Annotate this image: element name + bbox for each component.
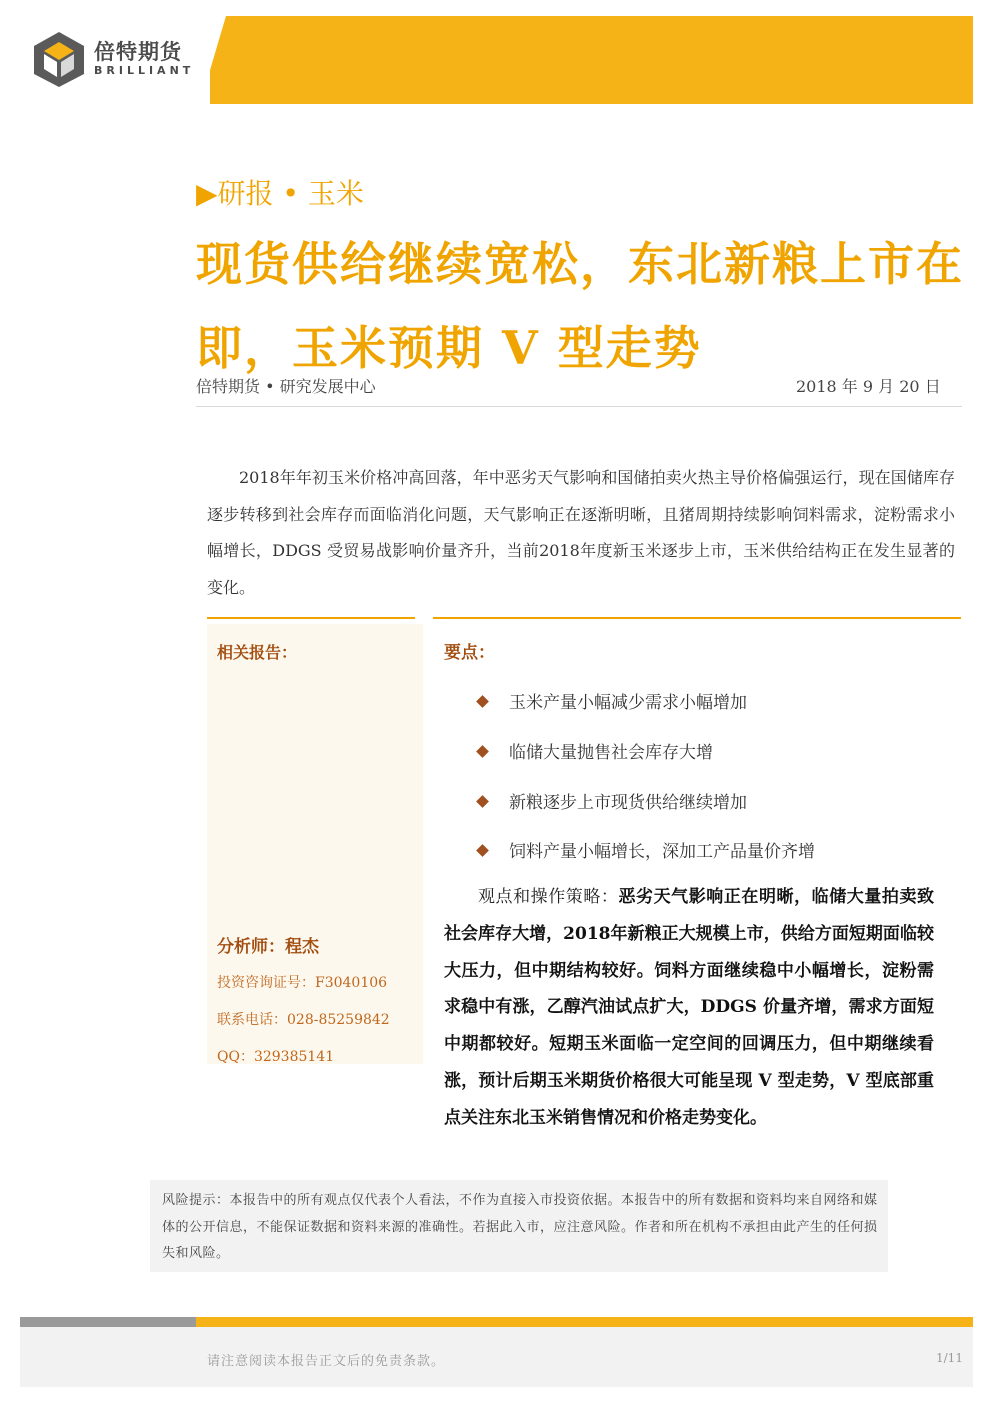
report-category: ▶研报 • 玉米 bbox=[196, 177, 364, 210]
diamond-bullet-icon bbox=[476, 795, 489, 808]
report-date: 2018 年 9 月 20 日 bbox=[796, 377, 941, 396]
title-divider bbox=[196, 406, 962, 407]
header-notch bbox=[200, 16, 226, 104]
key-point-text: 新粮逐步上市现货供给继续增加 bbox=[509, 793, 747, 813]
intro-paragraph: 2018年年初玉米价格冲高回落，年中恶劣天气影响和国储拍卖火热主导价格偏强运行，现在国储库存逐步转移到社会库存而面临消化问题，天气影响正在逐渐明晰，且猪周期持续影响饲料需求，淀粉需求小幅增长，DDGS 受贸易战影响价量齐升，当前2018年度新玉米逐步上市，玉米供给结构正在发生显著的变化。 bbox=[207, 468, 955, 597]
footer-yellow-bar bbox=[196, 1317, 973, 1327]
key-point-item bbox=[478, 788, 747, 813]
footer-gray-bar bbox=[20, 1317, 196, 1327]
sidebar-top-rule bbox=[207, 617, 415, 619]
key-point-text: 临储大量抛售社会库存大增 bbox=[509, 743, 713, 763]
diamond-bullet-icon bbox=[476, 695, 489, 708]
analyst-name: 分析师：程杰 bbox=[217, 937, 319, 957]
strategy-text: 恶劣天气影响正在明晰，临储大量拍卖致社会库存大增，2018年新粮正大规模上市，供给方面短期面临较大压力，但中期结构较好。饲料方面继续稳中小幅增长，淀粉需求稳中有涨，乙醇汽油试点扩大，DDGS 价量齐增，需求方面短中期都较好。短期玉米面临一定空间的回调压力，但中期继续看涨，预计后期玉米期货价格很大可能呈现 V 型走势，V 型底部重点关注东北玉米销售情况和价格走势变化。 bbox=[444, 887, 935, 1128]
logo-english-name: BRILLIANT bbox=[94, 64, 195, 77]
report-title-line-2: 即，玉米预期 V 型走势 bbox=[196, 321, 702, 375]
key-point-text: 饲料产量小幅增长，深加工产品量价齐增 bbox=[509, 842, 815, 862]
disclaimer-note: 请注意阅读本报告正文后的免责条款。 bbox=[207, 1354, 446, 1369]
sidebar-panel bbox=[207, 624, 423, 1064]
key-point-text: 玉米产量小幅减少需求小幅增加 bbox=[509, 693, 747, 713]
risk-notice-box bbox=[150, 1180, 888, 1272]
page-number: 1/11 bbox=[936, 1351, 963, 1365]
diamond-bullet-icon bbox=[476, 844, 489, 857]
analyst-license: 投资咨询证号：F3040106 bbox=[217, 975, 388, 991]
analyst-qq: QQ：329385141 bbox=[217, 1049, 335, 1065]
analyst-phone: 联系电话：028-85259842 bbox=[217, 1012, 390, 1028]
key-point-item bbox=[478, 738, 713, 763]
related-reports-heading: 相关报告： bbox=[217, 643, 298, 662]
footer-band bbox=[20, 1327, 973, 1387]
report-organization: 倍特期货 • 研究发展中心 bbox=[196, 377, 376, 396]
key-point-item bbox=[478, 837, 815, 862]
main-top-rule bbox=[433, 617, 961, 619]
key-points-heading: 要点： bbox=[444, 643, 495, 663]
report-title-line-1: 现货供给继续宽松，东北新粮上市在 bbox=[196, 237, 964, 291]
strategy-label: 观点和操作策略： bbox=[478, 887, 619, 907]
cube-logo-icon bbox=[32, 30, 86, 88]
report-title bbox=[196, 222, 976, 390]
strategy-paragraph bbox=[444, 879, 934, 1137]
key-point-item bbox=[478, 688, 747, 713]
company-logo bbox=[32, 30, 195, 90]
logo-chinese-name: 倍特期货 bbox=[94, 40, 182, 64]
diamond-bullet-icon bbox=[476, 745, 489, 758]
risk-notice-text: 风险提示：本报告中的所有观点仅代表个人看法，不作为直接入市投资依据。本报告中的所有数据和资料均来自网络和媒体的公开信息，不能保证数据和资料来源的准确性。若据此入市，应注意风险。作者和所在机构不承担由此产生的任何损失和风险。 bbox=[162, 1193, 878, 1261]
